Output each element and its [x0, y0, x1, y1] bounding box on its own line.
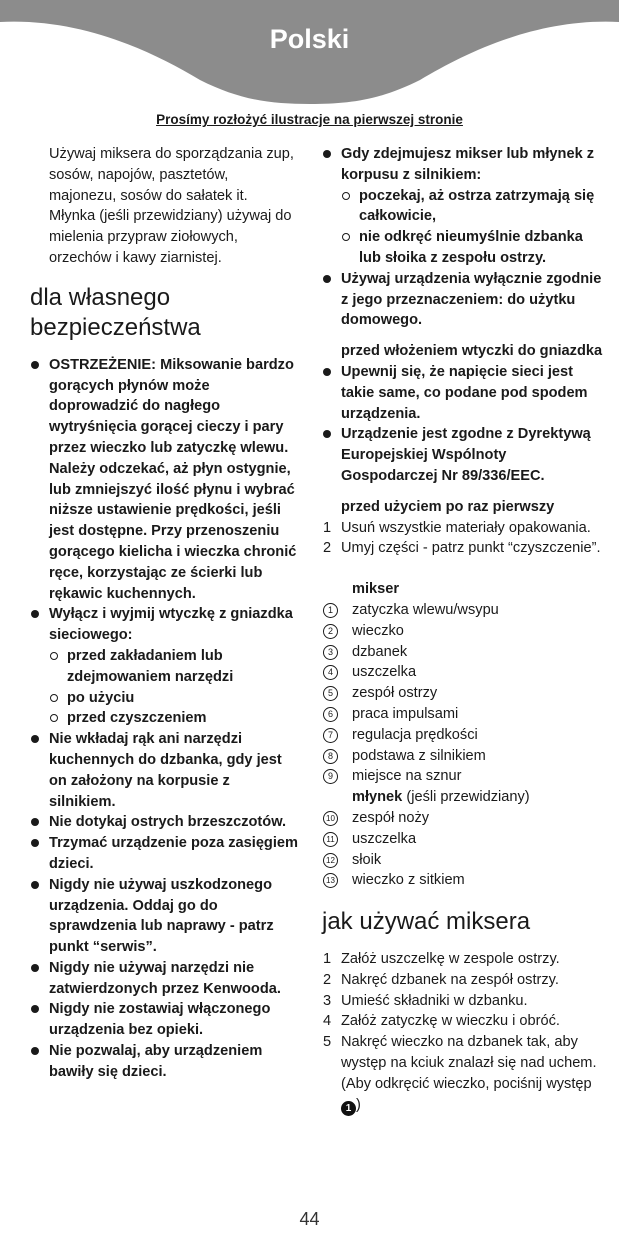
part-item [322, 766, 604, 787]
list-item: Upewnij się, że napięcie sieci jest takie same, co podane pod spodem urządzenia. [322, 362, 604, 424]
illustrations-notice: Prosímy rozłożyć ilustracje na pierwszej stronie [156, 112, 463, 127]
step-item [322, 991, 604, 1012]
part-number: 6 [323, 707, 338, 722]
first-use-heading: przed użyciem po raz pierwszy [341, 498, 555, 515]
step-text: Umyj części - patrz punkt “czyszczenie”. [341, 540, 601, 557]
part-item [322, 683, 604, 704]
step-number: 2 [323, 971, 332, 988]
step-number: 5 [323, 1034, 332, 1051]
step-number: 2 [323, 540, 332, 557]
list-item: Nigdy nie używaj uszkodzonego urządzenia. Oddaj go do sprawdzenia lub naprawy - patrz punkt “serwis”. [30, 875, 298, 958]
part-item [322, 746, 604, 767]
part-item [322, 850, 604, 871]
part-item [322, 642, 604, 663]
list-item: Trzymać urządzenie poza zasięgiem dzieci. [30, 833, 298, 875]
warning-item: OSTRZEŻENIE: Miksowanie bardzo gorących płynów może doprowadzić do nagłego wytryśnięcia gorącej cieczy i pary przez wieczko lub zatyczkę wlewu. Należy odczekać, aż płyn ostygnie, lub zmniejszyć ilość płynu i wybrać niższe ustawienie prędkości, jeśli jest dostępne. Przy przenoszeniu gorącego kielicha i wieczka chronić ręce, korzystając ze ścierki lub rękawic kuchennych. [30, 355, 298, 605]
part-text: zespół noży [352, 809, 430, 826]
part-item [322, 725, 604, 746]
safety-list [30, 355, 298, 1083]
sub-item: nie odkręć nieumyślnie dzbanka lub słoika z zespołu ostrzy. [341, 227, 604, 269]
unplug-sublist [49, 646, 298, 729]
part-text: zatyczka wlewu/wsypu [352, 601, 499, 618]
removing-list [322, 144, 604, 331]
part-number: 4 [323, 665, 338, 680]
step-item [322, 949, 604, 970]
part-number: 7 [323, 728, 338, 743]
mill-heading: młynek [352, 789, 403, 806]
mill-parts-list [322, 808, 604, 891]
step-item [322, 518, 604, 539]
sub-item: po użyciu [49, 688, 298, 709]
removing-sublist [341, 186, 604, 269]
part-item [322, 621, 604, 642]
step-text: Załóż zatyczkę w wieczku i obróć. [341, 1013, 560, 1030]
before-plug-heading: przed włożeniem wtyczki do gniazdka [341, 343, 603, 360]
list-item [322, 144, 604, 269]
list-item: Urządzenie jest zgodne z Dyrektywą Europejskiej Wspólnoty Gospodarczej Nr 89/336/EEC. [322, 424, 604, 486]
safety-heading: dla własnego bezpieczeństwa [30, 283, 201, 341]
part-item [322, 704, 604, 725]
part-text: słoik [352, 851, 382, 868]
part-text: dzbanek [352, 643, 408, 660]
part-number: 13 [323, 873, 338, 888]
how-to-steps [322, 949, 604, 1116]
part-text: uszczelka [352, 830, 417, 847]
part-number: 9 [323, 769, 338, 784]
part-number: 8 [323, 749, 338, 764]
list-item: Nigdy nie zostawiaj włączonego urządzenia bez opieki. [30, 999, 298, 1041]
part-text: praca impulsami [352, 705, 459, 722]
step-text: Usuń wszystkie materiały opakowania. [341, 519, 591, 536]
step-text: Nakręć dzbanek na zespół ostrzy. [341, 971, 559, 988]
part-number: 2 [323, 624, 338, 639]
illustration-ref-badge: 1 [341, 1101, 356, 1116]
step-item [322, 1011, 604, 1032]
step-text: Nakręć wieczko na dzbanek tak, aby występ na kciuk znalazł się nad uchem. (Aby odkręcić wieczko, pociśnij występ [341, 1034, 597, 1092]
list-item: Używaj urządzenia wyłącznie zgodnie z jego przeznaczeniem: do użytku domowego. [322, 269, 604, 331]
list-item: Nie dotykaj ostrych brzeszczotów. [30, 812, 298, 833]
step-number: 3 [323, 992, 332, 1009]
step-number: 4 [323, 1013, 332, 1030]
page-number: 44 [299, 1209, 320, 1229]
part-item [322, 808, 604, 829]
step-item [322, 538, 604, 559]
step-number: 1 [323, 951, 332, 968]
step-text: Załóż uszczelkę w zespole ostrzy. [341, 951, 560, 968]
part-text: zespół ostrzy [352, 685, 438, 702]
left-column [30, 144, 298, 1083]
part-number: 1 [323, 603, 338, 618]
step-item [322, 970, 604, 991]
part-number: 5 [323, 686, 338, 701]
part-number: 3 [323, 645, 338, 660]
before-plug-list [322, 362, 604, 487]
part-text: wieczko z sitkiem [352, 872, 465, 889]
right-column [322, 144, 604, 1116]
part-item [322, 600, 604, 621]
intro-paragraph: Używaj miksera do sporządzania zup, sosów, napojów, pasztetów, majonezu, sosów do sałatek it. Młynka (jeśli przewidziany) używaj do mielenia przypraw ziołowych, orzechów i kawy ziarnistej. [49, 146, 294, 266]
mixer-heading: mikser [352, 581, 400, 598]
part-number: 11 [323, 832, 338, 847]
part-text: uszczelka [352, 664, 417, 681]
list-item: Nigdy nie używaj narzędzi nie zatwierdzonych przez Kenwooda. [30, 958, 298, 1000]
step-item [322, 1032, 604, 1115]
part-text: regulacja prędkości [352, 726, 478, 743]
part-text: podstawa z silnikiem [352, 747, 486, 764]
list-item: Nie wkładaj rąk ani narzędzi kuchennych do dzbanka, gdy jest on założony na korpusie z silnikiem. [30, 729, 298, 812]
part-text: miejsce na sznur [352, 768, 462, 785]
unplug-text: Wyłącz i wyjmij wtyczkę z gniazdka sieciowego: [49, 606, 293, 644]
part-text: wieczko [352, 622, 404, 639]
header-banner [0, 0, 619, 110]
step-text-end: ) [356, 1096, 361, 1113]
part-item [322, 870, 604, 891]
part-item [322, 829, 604, 850]
step-number: 1 [323, 519, 332, 536]
part-number: 10 [323, 811, 338, 826]
part-number: 12 [323, 853, 338, 868]
page-title: Polski [269, 24, 350, 54]
list-item [30, 604, 298, 729]
mixer-parts-list [322, 600, 604, 787]
removing-text: Gdy zdejmujesz mikser lub młynek z korpusu z silnikiem: [341, 146, 595, 183]
sub-item: przed czyszczeniem [49, 708, 298, 729]
step-text: Umieść składniki w dzbanku. [341, 992, 528, 1009]
how-to-heading: jak używać miksera [322, 908, 531, 936]
mill-note: (jeśli przewidziany) [406, 789, 530, 806]
list-item: Nie pozwalaj, aby urządzeniem bawiły się dzieci. [30, 1041, 298, 1083]
first-use-steps [322, 518, 604, 560]
mill-heading-line [322, 787, 604, 808]
part-item [322, 662, 604, 683]
sub-item: przed zakładaniem lub zdejmowaniem narzędzi [49, 646, 298, 688]
sub-item: poczekaj, aż ostrza zatrzymają się całkowicie, [341, 186, 604, 228]
